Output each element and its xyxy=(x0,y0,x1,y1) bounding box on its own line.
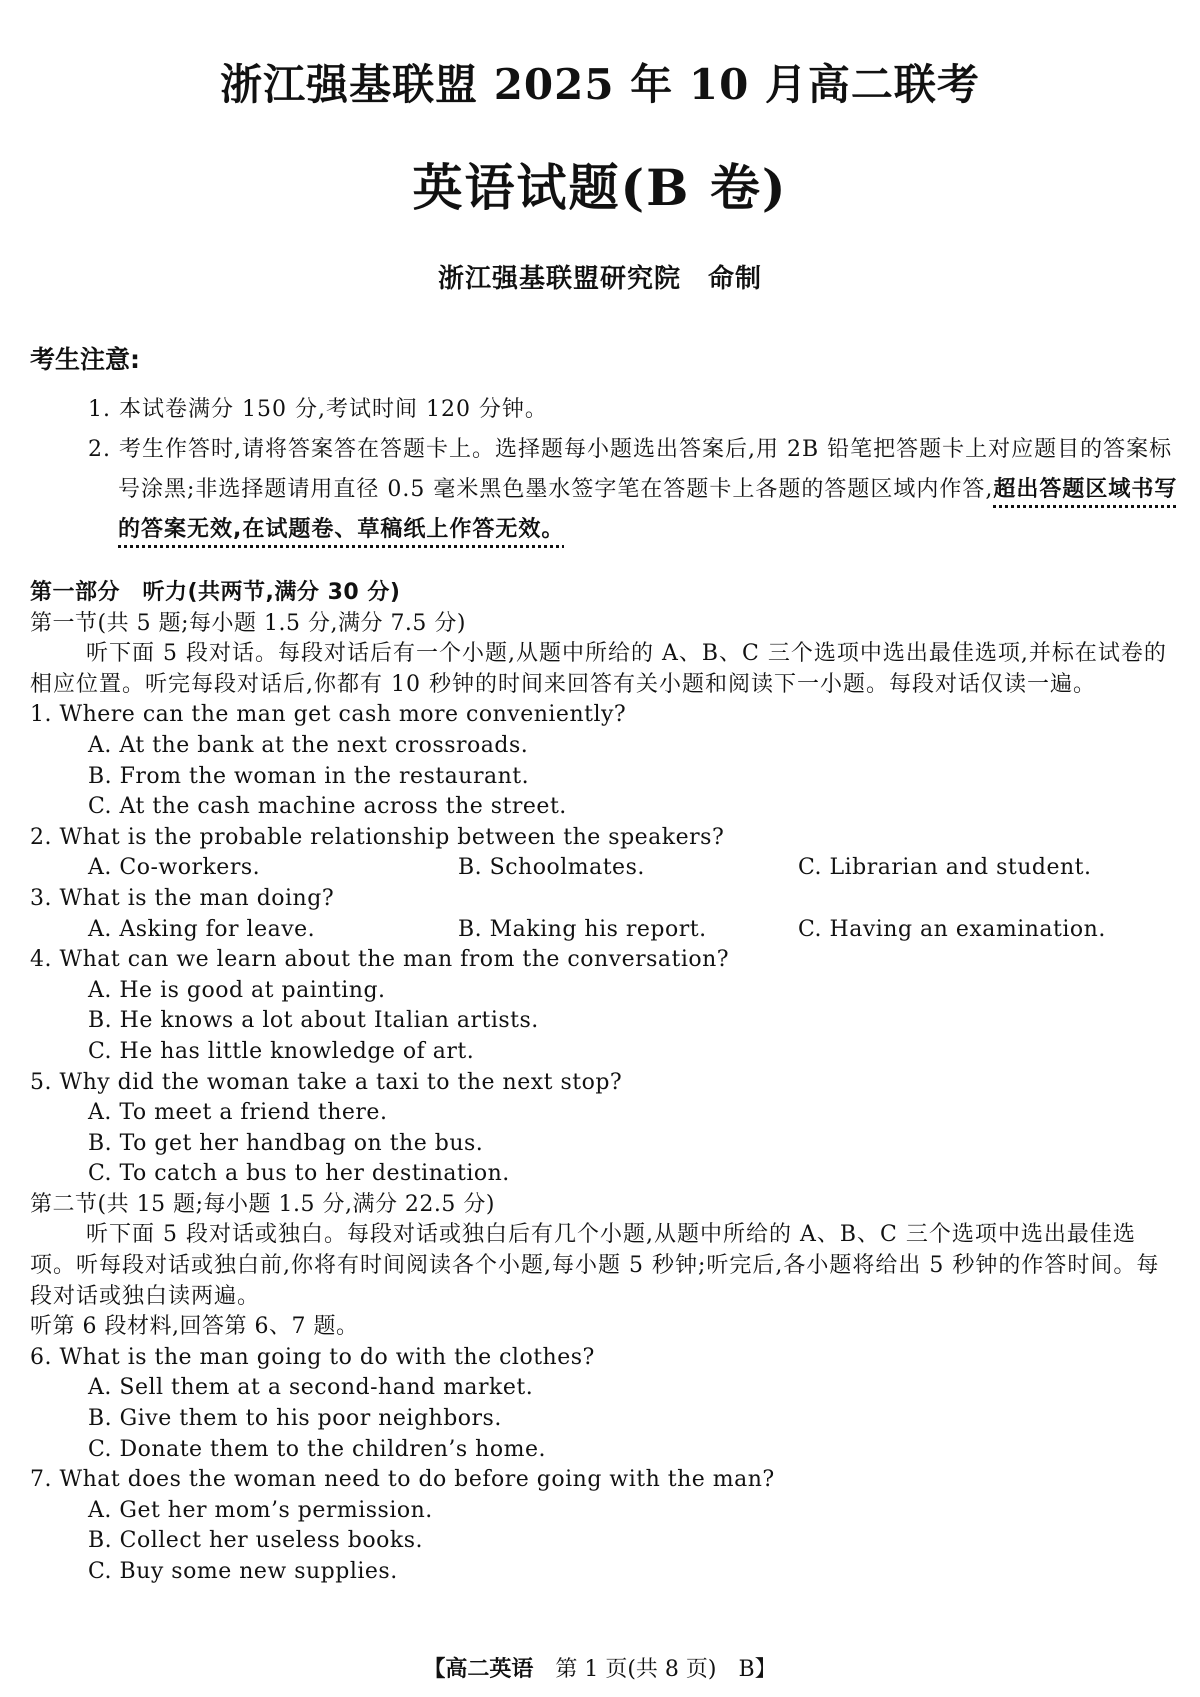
question-6 xyxy=(30,1343,1180,1465)
footer-subject: 【高二英语 xyxy=(423,1657,534,1682)
notice-item-2-text: 2. 考生作答时,请将答案答在答题卡上。选择题每小题选出答案后,用 2B 铅笔把答题卡上对应题目的答案标号涂黑;非选择题请用直径 0.5 毫米黑色墨水签字笔在答题卡上各题的答题区域内作答, xyxy=(88,437,1173,502)
option-b: B. Schoolmates. xyxy=(458,855,645,881)
question-1 xyxy=(30,700,1180,822)
option-a: A. Sell them at a second-hand market. xyxy=(88,1375,534,1401)
option-c: C. Librarian and student. xyxy=(798,855,1092,881)
question-2 xyxy=(30,823,1180,884)
option-c: C. He has little knowledge of art. xyxy=(88,1038,475,1064)
option-c: C. At the cash machine across the street. xyxy=(88,794,567,820)
option-a: A. To meet a friend there. xyxy=(88,1100,388,1126)
option-c: C. To catch a bus to her destination. xyxy=(88,1161,510,1187)
option-b: B. He knows a lot about Italian artists. xyxy=(88,1008,539,1034)
notice-block xyxy=(30,340,1180,550)
option-a: A. At the bank at the next crossroads. xyxy=(88,732,529,758)
option-b: B. To get her handbag on the bus. xyxy=(88,1130,484,1156)
question-3 xyxy=(30,884,1180,945)
exam-author: 浙江强基联盟研究院 命制 xyxy=(437,264,762,294)
option-b: B. Collect her useless books. xyxy=(88,1528,423,1554)
notice-item-2-emphasis: 超出答题区域书写的答案无效,在试题卷、草稿纸上作答无效。 xyxy=(118,477,1178,542)
option-b: B. From the woman in the restaurant. xyxy=(88,763,530,789)
section1-instructions: 听下面 5 段对话。每段对话后有一个小题,从题中所给的 A、B、C 三个选项中选出最佳选项,并标在试卷的相应位置。听完每段对话后,你都有 10 秒钟的时间来回答有关小题和阅读下一小题。每段对话仅读一遍。 xyxy=(30,641,1167,697)
material-6-note: 听第 6 段材料,回答第 6、7 题。 xyxy=(30,1314,359,1340)
section2-heading: 第二节(共 15 题;每小题 1.5 分,满分 22.5 分) xyxy=(30,1191,495,1217)
notice-heading: 考生注意: xyxy=(30,345,140,374)
footer-page-number: 第 1 页(共 8 页) B】 xyxy=(533,1657,777,1682)
section2-instructions: 听下面 5 段对话或独白。每段对话或独白后有几个小题,从题中所给的 A、B、C 三个选项中选出最佳选项。听每段对话或独白前,你将有时间阅读各个小题,每小题 5 秒钟;听完后,各小题将给出 5 秒钟的作答时间。每段对话或独白读两遍。 xyxy=(30,1222,1160,1309)
notice-item-1: 1. 本试卷满分 150 分,考试时间 120 分钟。 xyxy=(88,397,548,422)
question-4 xyxy=(30,945,1180,1067)
listening-part xyxy=(30,578,1180,1588)
option-b: B. Making his report. xyxy=(458,916,707,942)
option-a: A. Co-workers. xyxy=(88,855,261,881)
part1-heading: 第一部分 听力(共两节,满分 30 分) xyxy=(30,580,401,605)
option-c: C. Donate them to the children’s home. xyxy=(88,1436,546,1462)
option-row xyxy=(30,915,1180,946)
option-b: B. Give them to his poor neighbors. xyxy=(88,1406,502,1432)
question-stem: 1. Where can the man get cash more conveniently? xyxy=(30,702,627,728)
option-a: A. He is good at painting. xyxy=(88,977,386,1003)
option-row xyxy=(30,853,1180,884)
question-stem: 6. What is the man going to do with the clothes? xyxy=(30,1344,595,1370)
question-stem: 5. Why did the woman take a taxi to the next stop? xyxy=(30,1069,623,1095)
exam-title: 浙江强基联盟 2025 年 10 月高二联考 xyxy=(220,60,980,109)
exam-subtitle: 英语试题(B 卷) xyxy=(412,158,788,217)
option-c: C. Having an examination. xyxy=(798,916,1106,942)
question-stem: 2. What is the probable relationship between the speakers? xyxy=(30,824,725,850)
page-footer xyxy=(0,1652,1200,1683)
section1-heading: 第一节(共 5 题;每小题 1.5 分,满分 7.5 分) xyxy=(30,610,467,636)
option-c: C. Buy some new supplies. xyxy=(88,1559,398,1584)
option-a: A. Asking for leave. xyxy=(88,916,316,942)
question-7 xyxy=(30,1465,1180,1587)
question-stem: 4. What can we learn about the man from the conversation? xyxy=(30,947,730,973)
option-a: A. Get her mom’s permission. xyxy=(88,1497,433,1523)
question-stem: 3. What is the man doing? xyxy=(30,885,335,911)
question-stem: 7. What does the woman need to do before going with the man? xyxy=(30,1467,775,1493)
notice-item-2 xyxy=(30,430,1180,550)
question-5 xyxy=(30,1068,1180,1190)
